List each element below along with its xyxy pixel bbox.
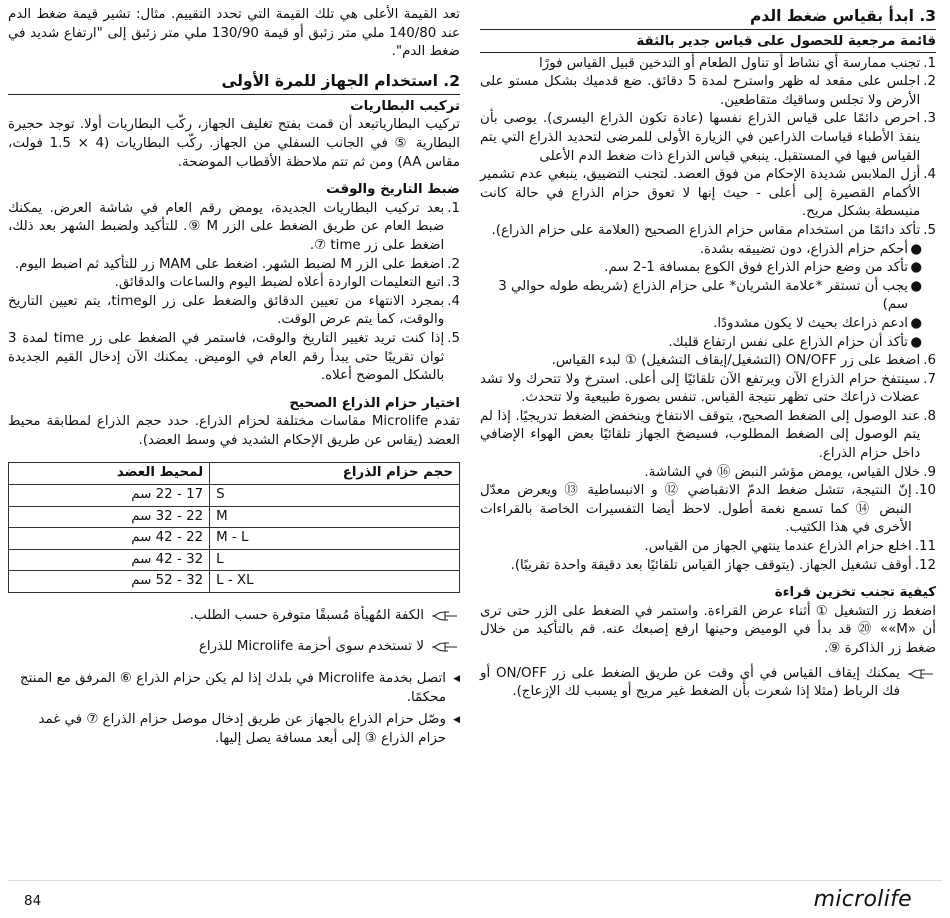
step-text: خلال القياس، يومض مؤشر النبض ⑯ في الشاشة. [644,464,921,480]
list-item [480,334,922,353]
list-item [480,408,936,464]
step-number: 10. [914,483,936,499]
list-item [8,711,460,748]
cuff-size-cell: S [210,485,460,507]
page-number: 84 [24,893,42,909]
note-text: يمكنك إيقاف القياس في أي وقت عن طريق الضغط على زر ON/OFF أو فك الرباط (مثلا إذا شعرت بأن الضغط غير مريح أو يسبب لك الإزعاج). [480,665,900,700]
list-item [480,222,936,241]
list-item [480,371,936,408]
list-item [8,670,460,707]
step-text: بمجرد الانتهاء من تعيين الدقائق والضغط على زر الوtime، يتم تعيين التاريخ والوقت، كما يتم عرض الوقت. [8,293,445,328]
step-number: 1. [923,55,936,71]
brand-logo: microlife [813,887,912,912]
bullet-text: أحكم حزام الذراع، دون تضييقه بشدة. [699,241,908,257]
step-number: 4. [447,293,460,309]
note-preformed-cuff [8,607,460,626]
bullet-text: يجب أن تستقر *علامة الشريان* على حزام الذراع (شريطه طوله حوالي 3 سم) [498,278,908,313]
arm-range-cell: 17 - 22 سم [9,485,210,507]
avoid-storing-title: كيفية تجنب تخزين قراءة [774,585,936,601]
table-row [9,528,460,550]
list-item [8,293,460,330]
cuff-title: اختيار حزام الذراع الصحيح [289,395,460,411]
note-text: لا تستخدم سوى أحزمة Microlife للذراع [198,638,424,654]
step-text: احرص دائمًا على قياس الذراع نفسها (عادة تكون الذراع اليسرى). يوصى بأن ينفذ الأطباء قياسات الذراعين في الزيارة الأولى للمرضى لتحديد الذراع التي يتم القياس فيها في المستقبل. ينبغي قياس الذراع ذات ضغط الدم الأعلى [480,111,921,164]
step-number: 9. [923,464,936,480]
list-item [480,259,922,278]
triangle-bullet-icon: ◀ [453,674,460,685]
list-item [8,256,460,275]
datetime-title: ضبط التاريخ والوقت [326,182,460,198]
bullet-dot-icon: ● [910,260,922,276]
step-text: بعد تركيب البطاريات الجديدة، يومض رقم العام في شاشة العرض. يمكنك ضبط العام عن طريق الضغط على الزر M ⑨. للتأكيد ولضبط الشهر بعد ذلك، اضغط على زر time ⑦. [8,200,445,253]
measurement-steps-continued [480,352,936,575]
step-text: إذا كنت تريد تغيير التاريخ والوقت، فاستمر في الضغط على زر time لمدة 3 ثوان تقريبًا حتى يبدأ رقم العام في الوميض. يمكنك الآن إدخال القيم الجديدة بالشكل الموضح أعلاه. [8,330,445,384]
cuff-size-cell: M - L [210,528,460,550]
right-column [480,6,936,702]
table-row [9,506,460,528]
datetime-steps [8,200,460,386]
table-header-row [9,463,460,485]
step-number: 2. [447,256,460,272]
step-text: اضغط على زر ON/OFF (التشغيل/إيقاف التشغيل) ① لبدء القياس. [551,353,921,369]
arm-range-cell: 22 - 32 سم [9,506,210,528]
cuff-size-cell: L - XL [210,571,460,593]
cuff-size-cell: L [210,549,460,571]
cuff-fit-bullets [480,241,936,353]
list-item [8,274,460,293]
bullet-text: تأكد أن حزام الذراع على نفس ارتفاع قلبك. [668,334,908,350]
measurement-steps [480,55,936,241]
step-number: 6. [923,353,936,369]
step-text: إنّ النتيجة، تتشل ضغط الدمّ الانقباضي ⑫ و الانبساطية ⑬ ويعرض معدّل النبض ⑭ كما تسمع نغمة أطول. لاحظ أيضا التفسيرات الخاصة بالقراءات الأخرى في هذا الكتيب. [480,483,912,536]
list-item [8,330,460,386]
step-number: 7. [923,371,936,387]
list-item [480,166,936,222]
step-number: 8. [923,408,936,424]
pointing-hand-icon [430,638,460,656]
step-number: 3. [923,111,936,127]
bullet-text: وصّل حزام الذراع بالجهاز عن طريق إدخال موصل حزام الذراع ⑦ في غمد حزام الذراع ③ إلى أبعد مسافة يصل إليها. [38,712,446,746]
list-item [8,200,460,256]
step-text: عند الوصول إلى الضغط الصحيح، يتوقف الانتفاخ وينخفض الضغط تدريجيًا. إذا لم يتم الوصول إلى الضغط المطلوب، فسيضخ الجهاز تلقائيًا بعض الهواء الإضافي داخل حزام الذراع. [480,408,921,462]
bullet-dot-icon: ● [910,334,922,350]
step-text: اضغط على الزر M لضبط الشهر. اضغط على MAM زر للتأكيد ثم اضبط اليوم. [14,256,445,272]
list-item [480,55,936,74]
step-number: 1. [447,200,460,216]
bullet-text: ادعم ذراعك بحيث لا يكون مشدودًا. [713,315,908,331]
pointing-hand-icon [430,607,460,625]
section-3-title: 3. ابدأ بقياس ضغط الدم [480,6,936,30]
list-item [480,73,936,110]
batteries-title: تركيب البطاريات [350,98,460,114]
list-item [480,278,922,315]
list-item [480,557,936,576]
list-item [480,315,922,334]
bullet-dot-icon: ● [910,315,922,331]
column-header-size: حجم حزام الذراع [210,463,460,485]
note-text: الكفة المُهيأة مُسبقًا متوفرة حسب الطلب. [189,608,424,624]
step-text: تأكد دائمًا من استخدام مقاس حزام الذراع الصحيح (العلامة على حزام الذراع). [491,222,921,238]
step-number: 5. [447,330,460,346]
intro-paragraph: تعد القيمة الأعلى هي تلك القيمة التي تحدد التقييم. مثال: تشير قيمة ضغط الدم عند 140/80 ملي متر زئبق أو قيمة 130/90 ملي متر زئبق إلى "ارتفاع شديد في ضغط الدم". [8,7,460,60]
step-number: 3. [447,275,460,291]
column-header-range: لمحيط العضد [9,463,210,485]
batteries-text: تركيب البطارياتبعد أن قمت بفتح تغليف الجهاز، ركّب البطاريات أولا. توجد حجيرة البطارية ⑤ في الجانب السفلي من الجهاز. ركّب البطاريات (4 × 1.5 فولت، مقاس AA) ومن ثم تتم ملاحظة الأقطاب الموضحة. [8,117,460,170]
arm-range-cell: 32 - 42 سم [9,549,210,571]
list-item [480,538,936,557]
bullet-text: اتصل بخدمة Microlife في بلدك إذا لم يكن حزام الذراع ⑥ المرفق مع المنتج محكمًا. [20,671,446,705]
note-stop-measurement [480,665,936,702]
bullet-dot-icon: ● [910,278,922,294]
step-number: 11. [914,539,936,555]
section-2-title: 2. استخدام الجهاز للمرة الأولى [8,71,460,95]
step-text: اخلع حزام الذراع عندما ينتهي الجهاز من القياس. [644,539,912,555]
avoid-storing-text: اضغط زر التشغيل ① أثناء عرض القراءة. واستمر في الضغط على الزر حتى ترى أن «M»» ⑳ قد بدأ في الوميض وحينها ارفع إصبعك عنه. قم بالتأكيد من خلال ضغط زر الذاكرة ⑨. [480,603,936,656]
bullet-dot-icon: ● [910,241,922,257]
footer-divider [8,880,942,881]
arm-range-cell: 32 - 52 سم [9,571,210,593]
cuff-size-cell: M [210,506,460,528]
step-text: أزل الملابس شديدة الإحكام من فوق العضد. لتجنب التضييق، ينبغي عدم تشمير الأكمام القصيرة إلى أعلى - حيث إنها لا تعوق حزام الذراع في حالة كانت منبسطة بشكل مريح. [480,167,921,220]
list-item [480,482,936,538]
step-text: سينتفخ حزام الذراع الآن ويرتفع الآن تلقائيًا إلى أعلى. استرخ ولا تتحرك ولا تشد عضلات ذراعك حتى تظهر نتيجة القياس. تنفس بصورة طبيعية ولا تتحدث. [480,371,921,406]
cuff-size-table [8,462,460,593]
step-number: 12. [914,557,936,573]
left-column [8,6,460,749]
note-microlife-cuffs [8,638,460,657]
triangle-bullet-icon: ◀ [453,715,460,726]
step-number: 4. [923,167,936,183]
step-number: 5. [923,222,936,238]
table-row [9,485,460,507]
step-number: 2. [923,74,936,90]
bullet-text: تأكد من وضع حزام الذراع فوق الكوع بمسافة 1-2 سم. [604,260,908,276]
list-item [480,464,936,483]
cuff-text: تقدم Microlife مقاسات مختلفة لحزام الذراع. حدد حجم الذراع لمطابقة محيط العضد (يقاس عن طريق الإحكام الشديد في وسط العضد). [8,414,460,448]
list-item [480,241,922,260]
pointing-hand-icon [906,665,936,683]
step-text: تجنب ممارسة أي نشاط أو تناول الطعام أو التدخين قبيل القياس فورًا [539,55,921,71]
step-text: اتبع التعليمات الواردة أعلاه لضبط اليوم والساعات والدقائق. [114,275,445,291]
table-row [9,549,460,571]
checklist-title: قائمة مرجعية للحصول على قياس جدير بالثقة [480,33,936,53]
step-text: اجلس على مقعد له ظهر واسترح لمدة 5 دقائق. ضع قدميك بشكل مستو على الأرض ولا تجلس وساقيك متقاطعين. [480,74,921,108]
list-item [480,110,936,166]
list-item [480,352,936,371]
step-text: أوقف تشغيل الجهاز. (يتوقف جهاز القياس تلقائيًا بعد دقيقة واحدة تقريبًا). [510,557,912,573]
table-row [9,571,460,593]
arm-range-cell: 22 - 42 سم [9,528,210,550]
